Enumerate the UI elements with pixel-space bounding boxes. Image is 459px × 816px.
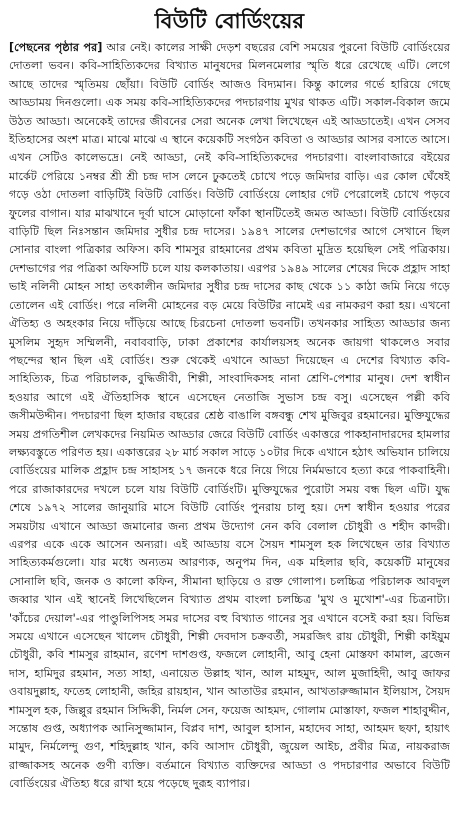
article-headline: বিউটি বোর্ডিংয়ের — [154, 9, 305, 33]
article-body — [9, 39, 450, 794]
continued-from-tag: [পেছনের পৃষ্ঠার পর] — [9, 41, 103, 54]
article-body-text: আর নেই। কালের সাক্ষী দেড়শ বছরের বেশি সময়ের পুরনো বিউটি বোর্ডিংয়ের দোতলা ভবন। কবি-সাহিত্যিকদের বিখ্যাত মানুষদের মিলনমেলার স্মৃতি ধরে রেখেছে এটি। লেগে আছে তাদের স্মৃতিময় ছোঁয়া। বিউটি বোর্ডিং আজও বিদ্যমান। কিন্তু কালের গর্ভে হারিয়ে গেছে আড্ডাময় দিনগুলো। এক সময় কবি-সাহিত্যিকদের পদচারণায় মুখর থাকত এটি। সকাল-বিকাল জমে উঠত আড্ডা। অনেকেই তাদের জীবনের সেরা অনেক লেখা লিখেছেন এই আড্ডাতেই। এখন সেসব ইতিহাসের অংশ মাত্র। মাঝে মাঝে এ স্থানে কয়েকটি সংগঠন কবিতা ও আড্ডার আসর বসাতে আসে। এখন সেটিও কালেভদ্রে। নেই আড্ডা, নেই কবি-সাহিত্যিকদের পদচারণা। বাংলাবাজারে বইয়ের মার্কেট পেরিয়ে ১নম্বর শ্রী শ্রী চন্দ্র দাস লেনে ঢুকতেই চোখে পড়ে জমিদার বাড়ি। এর কোল ঘেঁষেই গড়ে ওঠা দোতলা বাড়িটিই বিউটি বোর্ডিং। বিউটি বোর্ডিংয়ে লোহার গেট পেরোলেই চোখে পড়বে ফুলের বাগান। যার মাঝখানে দূর্বা ঘাসে মোড়ানো ফাঁকা স্থানটিতেই জমত আড্ডা। বিউটি বোর্ডিংয়ের বাড়িটি ছিল নিঃসন্তান জমিদার সুধীর চন্দ্র দাসের। ১৯৪৭ সালের দেশভাগের আগে সেখানে ছিল সোনার বাংলা পত্রিকার অফিস। কবি শামসুর রাহমানের প্রথম কবিতা মুদ্রিত হয়েছিল সেই পত্রিকায়। দেশভাগের পর পত্রিকা অফিসটি চলে যায় কলকাতায়। এরপর ১৯৪৯ সালের শেষের দিকে প্রহ্লাদ সাহা ভাই নলিনী মোহন সাহা তৎকালীন জমিদার সুধীর চন্দ্র দাসের কাছ থেকে ১১ কাঠা জমি নিয়ে গড়ে তোলেন এই বোর্ডিং। পরে নলিনী মোহনের বড় মেয়ে বিউটির নামেই এর নামকরণ করা হয়। এখনো ঐতিহ্য ও অহংকার নিয়ে দাঁড়িয়ে আছে চিরচেনা দোতলা ভবনটি। তখনকার সাহিত্য আড্ডার জন্য মুসলিম সুহৃদ সম্মিলনী, নবাববাড়ি, ঢাকা প্রকাশের কার্যালয়সহ অনেক জায়গা থাকলেও সবার পছন্দের স্থান ছিল এই বোর্ডিং। শুরু থেকেই এখানে আড্ডা দিয়েছেন এ দেশের বিখ্যাত কবি-সাহিত্যিক, চিত্র পরিচালক, বুদ্ধিজীবী, শিল্পী, সাংবাদিকসহ নানা শ্রেণি-পেশার মানুষ। দেশ স্বাধীন হওয়ার আগে এই ঐতিহাসিক স্থানে এসেছেন নেতাজি সুভাস চন্দ্র বসু। এসেছেন পল্লী কবি জসীমউদ্দীন। পদচারণা ছিল হাজার বছরের শ্রেষ্ঠ বাঙালি বঙ্গবন্ধু শেখ মুজিবুর রহমানের। মুক্তিযুদ্ধের সময় প্রগতিশীল লেখকদের নিয়মিত আড্ডার জেরে বিউটি বোর্ডিং একাত্তরে পাকহানাদারদের হামলার লক্ষ্যবস্তুতে পরিণত হয়। একাত্তরের ২৮ মার্চ সকাল সাড়ে ১০টার দিকে এখানে হঠাৎ অভিযান চালিয়ে বোর্ডিংয়ের মালিক প্রহ্লাদ চন্দ্র সাহাসহ ১৭ জনকে ধরে নিয়ে গিয়ে নির্মমভাবে হত্যা করে পাকবাহিনী। পরে রাজাকারদের দখলে চলে যায় বিউটি বোর্ডিংটি। মুক্তিযুদ্ধের পুরোটা সময় বন্ধ ছিল এটি। যুদ্ধ শেষে ১৯৭২ সালের জানুয়ারি মাসে বিউটি বোর্ডিং পুনরায় চালু হয়। দেশ স্বাধীন হওয়ার পরের সময়টায় এখানে আড্ডা জমানোর জন্য প্রথম উদ্যোগ নেন কবি বেলাল চৌধুরী ও শহীদ কাদরী। এরপর একে একে আসেন অন্যরা। এই আড্ডায় বসে সৈয়দ শামসুল হক লিখেছেন তার বিখ্যাত সাহিত্যকর্মগুলো। যার মধ্যে অন্যতম আরণ্যক, অনুপম দিন, এক মহিলার ছবি, কয়েকটি মানুষের সোনালি ছবি, জনক ও কালো কফিন, সীমানা ছাড়িয়ে ও রক্ত গোলাপ। চলচ্চিত্র পরিচালক আবদুল জব্বার খান এই স্থানেই লিখেছিলেন বিখ্যাত প্রথম বাংলা চলচ্চিত্র 'মুখ ও মুখোশ'-এর চিত্রনাট্য। 'কাঁচের দেয়াল'-এর পাণ্ডুলিপিসহ সমর দাসের বহু বিখ্যাত গানের সুর এখানে বসেই করা হয়। বিভিন্ন সময়ে এখানে এসেছেন খালেদ চৌধুরী, শিল্পী দেবদাস চক্রবর্তী, সমরজিৎ রায় চৌধুরী, শিল্পী কাইয়ুম চৌধুরী, কবি শামসুর রাহমান, রণেশ দাশগুপ্ত, ফজলে লোহানী, আবু হেনা মোস্তফা কামাল, ব্রজেন দাস, হামিদুর রহমান, সত্য সাহা, এনায়েত উল্লাহ খান, আল মাহমুদ, আল মুজাহিদী, আবু জাফর ওবায়দুল্লাহ, ফতেহ লোহানী, জহির রায়হান, খান আতাউর রহমান, আখতারুজ্জামান ইলিয়াস, সৈয়দ শামসুল হক, জিল্লুর রহমান সিদ্দিকী, নির্মল সেন, ফয়েজ আহমদ, গোলাম মোস্তাফা, ফজল শাহাবুদ্দীন, সন্তোষ গুপ্ত, অধ্যাপক আনিসুজ্জামান, বিপ্লব দাশ, আবুল হাসান, মহাদেব সাহা, আহমদ ছফা, হায়াৎ মামুদ, নির্মলেন্দু গুণ, শহিদুল্লাহ খান, কবি আসাদ চৌধুরী, জুয়েল আইচ, প্রবীর মিত্র, নায়করাজ রাজ্জাকসহ অনেক গুণী ব্যক্তি। বর্তমানে বিখ্যাত ব্যক্তিদের আড্ডা ও পদচারণার অভাবে বিউটি বোর্ডিংয়ের ঐতিহ্য ধরে রাখা হয়ে পড়েছে দুরূহ ব্যাপার। — [9, 41, 450, 791]
